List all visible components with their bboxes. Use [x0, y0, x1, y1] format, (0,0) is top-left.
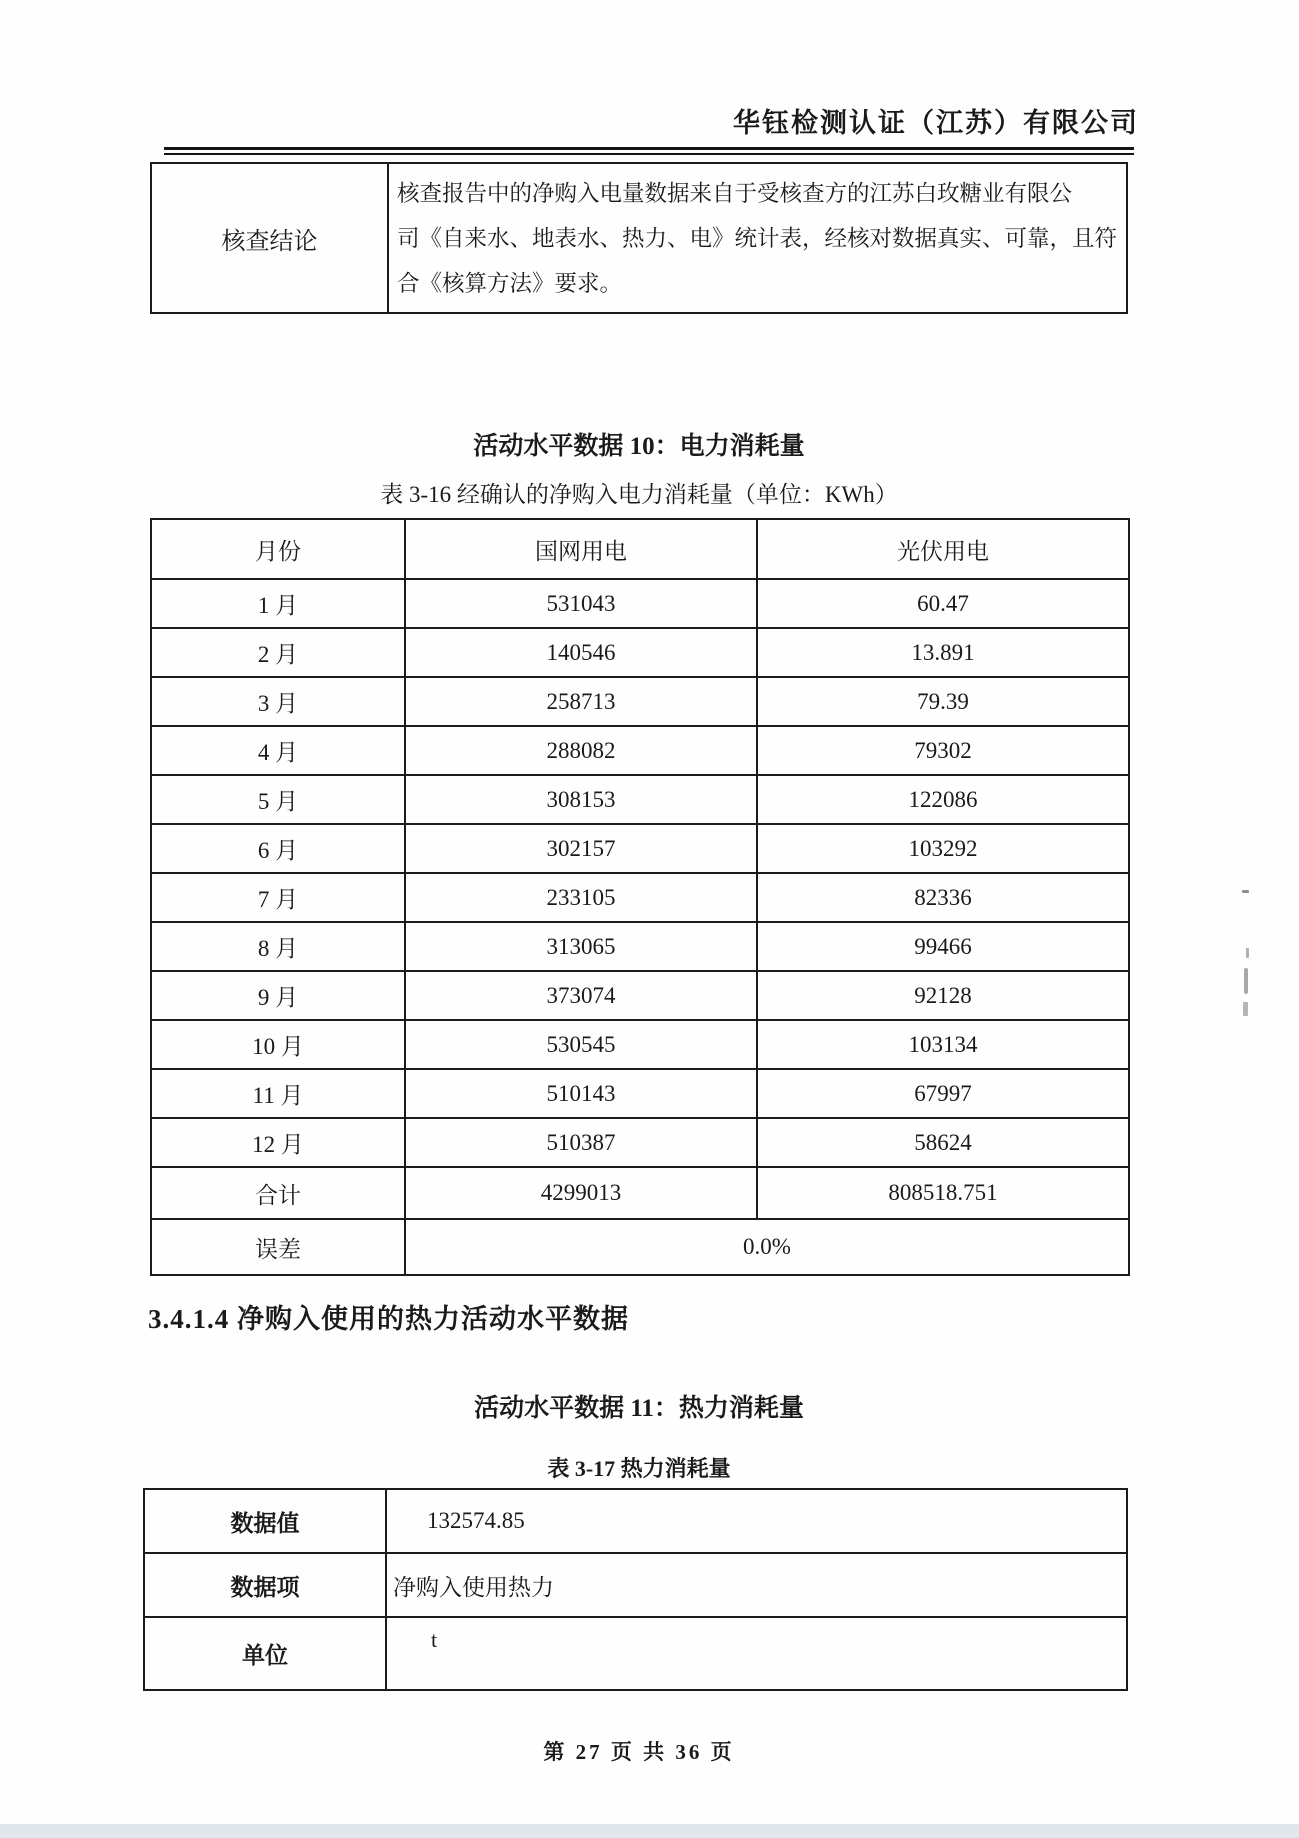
grid-power-cell: 288082	[405, 726, 757, 775]
electricity-section-title: 活动水平数据 10：电力消耗量	[473, 433, 805, 460]
month-cell: 1 月	[151, 579, 405, 628]
electricity-table-body	[151, 579, 1129, 1167]
pv-power-cell: 92128	[757, 971, 1129, 1020]
data-item-label: 数据项	[144, 1553, 386, 1617]
pv-power-cell: 13.891	[757, 628, 1129, 677]
column-header-month: 月份	[151, 519, 405, 579]
pv-power-cell: 122086	[757, 775, 1129, 824]
pv-power-cell: 79.39	[757, 677, 1129, 726]
conclusion-content	[388, 163, 1127, 313]
month-cell: 6 月	[151, 824, 405, 873]
scan-artifact	[1242, 890, 1249, 893]
table-row	[151, 824, 1129, 873]
month-cell: 2 月	[151, 628, 405, 677]
grid-power-cell: 302157	[405, 824, 757, 873]
month-cell: 4 月	[151, 726, 405, 775]
month-cell: 8 月	[151, 922, 405, 971]
pv-power-cell: 103134	[757, 1020, 1129, 1069]
grid-power-cell: 510143	[405, 1069, 757, 1118]
month-cell: 5 月	[151, 775, 405, 824]
pv-power-cell: 99466	[757, 922, 1129, 971]
table-row	[151, 775, 1129, 824]
table-row	[151, 579, 1129, 628]
total-label: 合计	[151, 1167, 405, 1219]
month-cell: 12 月	[151, 1118, 405, 1167]
total-row	[151, 1167, 1129, 1219]
scan-artifact	[1246, 948, 1249, 958]
unit-value: t	[386, 1617, 1127, 1690]
column-header-grid-power: 国网用电	[405, 519, 757, 579]
grid-power-cell: 308153	[405, 775, 757, 824]
data-item-value: 净购入使用热力	[386, 1553, 1127, 1617]
company-name: 华钰检测认证（江苏）有限公司	[733, 108, 1139, 138]
table-row	[151, 1069, 1129, 1118]
total-grid-power: 4299013	[405, 1167, 757, 1219]
unit-label: 单位	[144, 1617, 386, 1690]
grid-power-cell: 233105	[405, 873, 757, 922]
data-value: 132574.85	[386, 1489, 1127, 1553]
pv-power-cell: 103292	[757, 824, 1129, 873]
conclusion-table	[150, 162, 1128, 314]
conclusion-line-3: 合《核算方法》要求。	[397, 270, 623, 296]
table-row	[151, 873, 1129, 922]
table-row	[151, 1020, 1129, 1069]
grid-power-cell: 531043	[405, 579, 757, 628]
pv-power-cell: 79302	[757, 726, 1129, 775]
grid-power-cell: 140546	[405, 628, 757, 677]
heat-table	[143, 1488, 1128, 1691]
table-row	[151, 1118, 1129, 1167]
electricity-table-caption: 表 3-16 经确认的净购入电力消耗量（单位：KWh）	[380, 482, 898, 507]
scan-artifact	[1244, 968, 1248, 994]
month-cell: 9 月	[151, 971, 405, 1020]
table-row	[151, 922, 1129, 971]
pv-power-cell: 60.47	[757, 579, 1129, 628]
table-row	[151, 677, 1129, 726]
table-row	[144, 1553, 1127, 1617]
conclusion-line-2: 司《自来水、地表水、热力、电》统计表，经核对数据真实、可靠，且符	[397, 225, 1118, 251]
grid-power-cell: 530545	[405, 1020, 757, 1069]
error-value: 0.0%	[405, 1219, 1129, 1275]
total-pv-power: 808518.751	[757, 1167, 1129, 1219]
grid-power-cell: 373074	[405, 971, 757, 1020]
table-row	[144, 1489, 1127, 1553]
scan-artifact	[1243, 1002, 1248, 1016]
electricity-table	[150, 518, 1130, 1276]
page-number: 第 27 页 共 36 页	[543, 1740, 735, 1764]
heat-section-title: 活动水平数据 11：热力消耗量	[474, 1395, 804, 1422]
table-row	[151, 726, 1129, 775]
month-cell: 10 月	[151, 1020, 405, 1069]
table-row	[151, 971, 1129, 1020]
pv-power-cell: 67997	[757, 1069, 1129, 1118]
grid-power-cell: 313065	[405, 922, 757, 971]
section-heading: 3.4.1.4 净购入使用的热力活动水平数据	[148, 1304, 629, 1334]
conclusion-label: 核查结论	[151, 163, 388, 313]
month-cell: 7 月	[151, 873, 405, 922]
table-header-row	[151, 519, 1129, 579]
heat-table-caption: 表 3-17 热力消耗量	[547, 1456, 731, 1481]
column-header-pv-power: 光伏用电	[757, 519, 1129, 579]
error-row	[151, 1219, 1129, 1275]
scan-edge-strip	[0, 1824, 1299, 1838]
error-label: 误差	[151, 1219, 405, 1275]
grid-power-cell: 510387	[405, 1118, 757, 1167]
pv-power-cell: 82336	[757, 873, 1129, 922]
conclusion-line-1: 核查报告中的净购入电量数据来自于受核查方的江苏白玫糖业有限公	[397, 180, 1073, 206]
table-row	[144, 1617, 1127, 1690]
table-row	[151, 163, 1127, 313]
pv-power-cell: 58624	[757, 1118, 1129, 1167]
grid-power-cell: 258713	[405, 677, 757, 726]
month-cell: 11 月	[151, 1069, 405, 1118]
month-cell: 3 月	[151, 677, 405, 726]
header-double-rule	[164, 147, 1134, 155]
data-value-label: 数据值	[144, 1489, 386, 1553]
table-row	[151, 628, 1129, 677]
